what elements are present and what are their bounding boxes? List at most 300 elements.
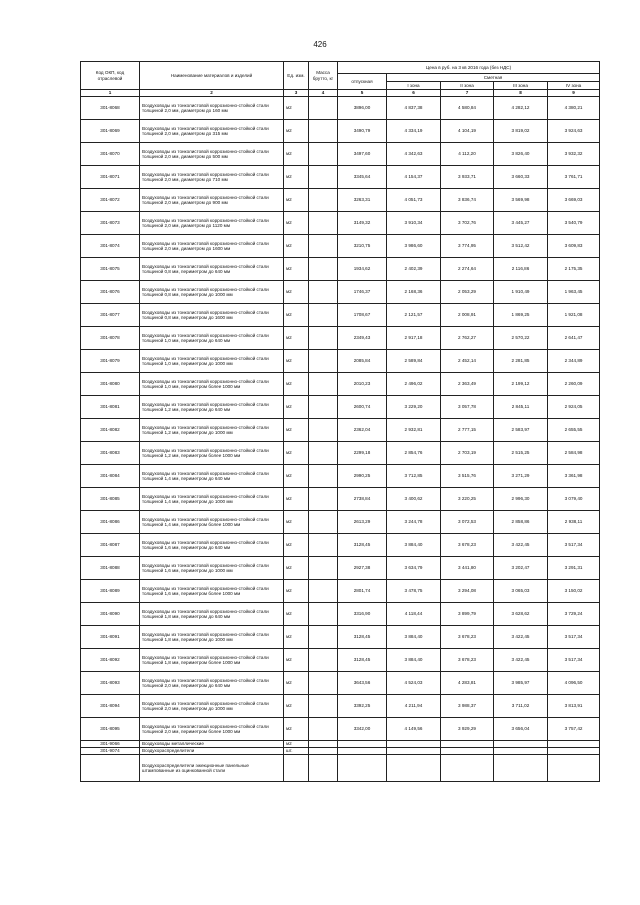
cell-code: 301-8076: [81, 281, 140, 304]
cell-zone-3-price: 3 202,47: [494, 557, 548, 580]
cell-zone-3-price: 3 985,97: [494, 672, 548, 695]
table-row: [81, 97, 600, 120]
cell-zone-4-price: 2 260,09: [548, 373, 600, 396]
cell-zone-1-price: 3 986,60: [387, 235, 441, 258]
table-row: [81, 120, 600, 143]
cell-release-price: 3896,00: [338, 97, 387, 120]
cell-mass: [309, 327, 338, 350]
cell-zone-3-price: 3 660,33: [494, 166, 548, 189]
cell-zone-3-price: 2 199,12: [494, 373, 548, 396]
cell-release-price: 3149,32: [338, 212, 387, 235]
cell-name: Воздуховоды из тонколистовой коррозионно-стойкой стали толщиной 2,0 мм, диаметром до 1600 мм: [140, 235, 284, 258]
cell-zone-4-price: 3 540,79: [548, 212, 600, 235]
cell-zone-4-price: 3 932,32: [548, 143, 600, 166]
cell-mass: [309, 97, 338, 120]
cell-zone-4-price: 1 963,45: [548, 281, 600, 304]
cell-mass: [309, 120, 338, 143]
cell-name: Воздухораспределители: [140, 748, 284, 755]
cell-mass: [309, 748, 338, 755]
cell-zone-4-price: [548, 748, 600, 755]
table-row: [81, 350, 600, 373]
cell-code: 301-8078: [81, 327, 140, 350]
cell-mass: [309, 212, 338, 235]
table-row: [81, 419, 600, 442]
cell-name: Воздуховоды из тонколистовой коррозионно-стойкой стали толщиной 2,0 мм, диаметром до 500 мм: [140, 143, 284, 166]
cell-zone-2-price: 4 580,84: [441, 97, 494, 120]
cell-name: Воздуховоды из тонколистовой коррозионно-стойкой стали толщиной 2,0 мм, диаметром до 900 мм: [140, 189, 284, 212]
cell-release-price: 2085,84: [338, 350, 387, 373]
cell-code: 301-8075: [81, 258, 140, 281]
cell-zone-4-price: 3 517,34: [548, 626, 600, 649]
cell-code: 301-8081: [81, 396, 140, 419]
cell-zone-4-price: 2 938,11: [548, 511, 600, 534]
cell-mass: [309, 258, 338, 281]
cell-zone-1-price: 4 334,19: [387, 120, 441, 143]
header-estimate: Сметная: [387, 74, 600, 82]
cell-code: 301-8084: [81, 465, 140, 488]
cell-mass: [309, 695, 338, 718]
cell-release-price: 3210,75: [338, 235, 387, 258]
cell-zone-1-price: 4 149,56: [387, 718, 441, 741]
cell-zone-2-price: 3 899,79: [441, 603, 494, 626]
table-row: [81, 488, 600, 511]
cell-mass: [309, 741, 338, 748]
header-release: отпускная: [338, 74, 387, 90]
cell-mass: [309, 143, 338, 166]
cell-unit: м2: [284, 488, 309, 511]
cell-name: Воздуховоды из тонколистовой коррозионно-стойкой стали толщиной 0,8 мм, периметром до 1600 мм: [140, 304, 284, 327]
cell-zone-4-price: 1 921,08: [548, 304, 600, 327]
cell-zone-2-price: 3 678,23: [441, 626, 494, 649]
cell-zone-2-price: 3 933,71: [441, 166, 494, 189]
cell-mass: [309, 166, 338, 189]
cell-zone-3-price: 3 656,04: [494, 718, 548, 741]
cell-mass: [309, 557, 338, 580]
cell-code: 301-8091: [81, 626, 140, 649]
cell-zone-3-price: 3 445,27: [494, 212, 548, 235]
table-row: [81, 281, 600, 304]
cell-zone-4-price: 3 924,63: [548, 120, 600, 143]
cell-mass: [309, 649, 338, 672]
header-unit: Ед. изм.: [284, 62, 309, 90]
cell-code: 301-8087: [81, 534, 140, 557]
cell-name: Воздуховоды из тонколистовой коррозионно-стойкой стали толщиной 2,0 мм, диаметром до 710 мм: [140, 166, 284, 189]
cell-zone-4-price: 3 813,91: [548, 695, 600, 718]
cell-name: Воздуховоды из тонколистовой коррозионно-стойкой стали толщиной 1,0 мм, периметром до 640 мм: [140, 327, 284, 350]
cell-zone-2-price: 3 678,23: [441, 649, 494, 672]
column-number: 5: [338, 90, 387, 97]
table-row: [81, 465, 600, 488]
column-number: 6: [387, 90, 441, 97]
cell-mass: [309, 672, 338, 695]
cell-zone-2-price: 2 053,29: [441, 281, 494, 304]
header-zone-1: I зона: [387, 82, 441, 90]
cell-name: Воздуховоды из тонколистовой коррозионно-стойкой стали толщиной 1,4 мм, периметром до 1000 мм: [140, 488, 284, 511]
cell-code: 301-9074: [81, 748, 140, 755]
table-row: [81, 166, 600, 189]
cell-code: 301-8089: [81, 580, 140, 603]
cell-mass: [309, 419, 338, 442]
cell-name: Воздуховоды из тонколистовой коррозионно-стойкой стали толщиной 1,4 мм, периметром более 1000 мм: [140, 511, 284, 534]
cell-zone-4-price: 3 079,40: [548, 488, 600, 511]
cell-zone-3-price: 2 858,86: [494, 511, 548, 534]
cell-zone-2-price: 3 929,29: [441, 718, 494, 741]
table-row: [81, 626, 600, 649]
cell-unit: м2: [284, 419, 309, 442]
cell-code: 301-8082: [81, 419, 140, 442]
cell-zone-3-price: 3 422,45: [494, 649, 548, 672]
column-number: 4: [309, 90, 338, 97]
cell-mass: [309, 465, 338, 488]
cell-unit: м2: [284, 373, 309, 396]
cell-zone-4-price: 3 517,34: [548, 534, 600, 557]
cell-zone-1-price: 3 478,75: [387, 580, 441, 603]
cell-release-price: 3497,60: [338, 143, 387, 166]
cell-zone-3-price: 2 515,25: [494, 442, 548, 465]
cell-mass: [309, 603, 338, 626]
cell-unit: [284, 755, 309, 782]
cell-release-price: 3392,25: [338, 695, 387, 718]
cell-zone-3-price: 2 116,86: [494, 258, 548, 281]
cell-code: 301-9066: [81, 741, 140, 748]
table-row: [81, 672, 600, 695]
cell-code: 301-8095: [81, 718, 140, 741]
cell-release-price: 3345,64: [338, 166, 387, 189]
cell-zone-2-price: 3 515,76: [441, 465, 494, 488]
cell-zone-2-price: 4 112,20: [441, 143, 494, 166]
cell-zone-3-price: 3 065,03: [494, 580, 548, 603]
cell-zone-1-price: 4 837,38: [387, 97, 441, 120]
cell-name: Воздуховоды из тонколистовой коррозионно-стойкой стали толщиной 1,4 мм, периметром до 640 мм: [140, 465, 284, 488]
cell-code: 301-8071: [81, 166, 140, 189]
cell-code: 301-8080: [81, 373, 140, 396]
header-name: Наименование материалов и изделий: [140, 62, 284, 90]
cell-unit: м2: [284, 718, 309, 741]
cell-zone-1-price: 4 211,94: [387, 695, 441, 718]
price-table: [80, 61, 600, 782]
cell-release-price: 3316,90: [338, 603, 387, 626]
cell-unit: м2: [284, 649, 309, 672]
cell-release-price: 2299,18: [338, 442, 387, 465]
cell-zone-2-price: 3 057,78: [441, 396, 494, 419]
cell-zone-2-price: 2 762,27: [441, 327, 494, 350]
table-body: [81, 97, 600, 782]
header-mass: Масса брутто, кг: [309, 62, 338, 90]
cell-name: Воздуховоды из тонколистовой коррозионно-стойкой стали толщиной 1,2 мм, периметром более 1000 мм: [140, 442, 284, 465]
cell-zone-3-price: 1 910,49: [494, 281, 548, 304]
cell-zone-3-price: [494, 748, 548, 755]
cell-release-price: 3128,45: [338, 534, 387, 557]
table-row: [81, 327, 600, 350]
cell-release-price: 3263,31: [338, 189, 387, 212]
cell-mass: [309, 281, 338, 304]
cell-zone-1-price: 4 524,03: [387, 672, 441, 695]
cell-release-price: 2362,04: [338, 419, 387, 442]
header-zone-4: IV зона: [548, 82, 600, 90]
cell-code: 301-8074: [81, 235, 140, 258]
page-number: 426: [313, 40, 327, 49]
cell-code: [81, 755, 140, 782]
cell-mass: [309, 488, 338, 511]
cell-zone-4-price: 2 584,98: [548, 442, 600, 465]
cell-release-price: 1708,67: [338, 304, 387, 327]
cell-release-price: 1934,62: [338, 258, 387, 281]
cell-zone-1-price: 4 154,37: [387, 166, 441, 189]
cell-zone-3-price: 2 281,85: [494, 350, 548, 373]
table-row: [81, 748, 600, 755]
cell-name: Воздуховоды из тонколистовой коррозионно-стойкой стали толщиной 2,0 мм, диаметром до 160 мм: [140, 97, 284, 120]
cell-zone-1-price: 3 244,78: [387, 511, 441, 534]
cell-zone-1-price: 3 712,85: [387, 465, 441, 488]
cell-zone-1-price: 3 634,79: [387, 557, 441, 580]
cell-unit: м2: [284, 143, 309, 166]
cell-release-price: 3128,45: [338, 649, 387, 672]
cell-release-price: 2927,38: [338, 557, 387, 580]
table-row: [81, 304, 600, 327]
cell-zone-4-price: 3 757,42: [548, 718, 600, 741]
column-number: 9: [548, 90, 600, 97]
cell-unit: м2: [284, 258, 309, 281]
table-row: [81, 603, 600, 626]
cell-zone-2-price: 2 452,14: [441, 350, 494, 373]
table-row: [81, 258, 600, 281]
table-row: [81, 718, 600, 741]
cell-release-price: 2010,23: [338, 373, 387, 396]
cell-name: Воздуховоды из тонколистовой коррозионно-стойкой стали толщиной 1,2 мм, периметром до 1000 мм: [140, 419, 284, 442]
cell-zone-1-price: 2 402,39: [387, 258, 441, 281]
header-zone-2: II зона: [441, 82, 494, 90]
cell-unit: м2: [284, 511, 309, 534]
cell-code: 301-8094: [81, 695, 140, 718]
cell-zone-2-price: 3 294,08: [441, 580, 494, 603]
cell-zone-1-price: 2 121,57: [387, 304, 441, 327]
cell-mass: [309, 755, 338, 782]
cell-release-price: 2613,29: [338, 511, 387, 534]
cell-zone-4-price: 3 150,02: [548, 580, 600, 603]
cell-mass: [309, 189, 338, 212]
cell-code: 301-8079: [81, 350, 140, 373]
cell-zone-1-price: [387, 755, 441, 782]
cell-zone-3-price: [494, 755, 548, 782]
cell-zone-3-price: 1 869,25: [494, 304, 548, 327]
cell-unit: м2: [284, 626, 309, 649]
cell-unit: м2: [284, 672, 309, 695]
cell-mass: [309, 511, 338, 534]
cell-zone-4-price: 2 175,35: [548, 258, 600, 281]
cell-zone-2-price: [441, 755, 494, 782]
cell-unit: м2: [284, 534, 309, 557]
cell-zone-1-price: 2 496,02: [387, 373, 441, 396]
cell-mass: [309, 304, 338, 327]
cell-release-price: 3128,45: [338, 626, 387, 649]
cell-zone-3-price: 3 422,45: [494, 626, 548, 649]
cell-unit: м2: [284, 327, 309, 350]
cell-unit: м2: [284, 97, 309, 120]
cell-release-price: 2801,74: [338, 580, 387, 603]
cell-name: Воздуховоды металлические: [140, 741, 284, 748]
cell-zone-1-price: 3 910,34: [387, 212, 441, 235]
table-row: [81, 143, 600, 166]
cell-zone-1-price: 4 118,44: [387, 603, 441, 626]
column-number: 1: [81, 90, 140, 97]
cell-zone-4-price: 2 641,47: [548, 327, 600, 350]
cell-zone-3-price: [494, 741, 548, 748]
cell-unit: м2: [284, 212, 309, 235]
cell-zone-3-price: 3 271,29: [494, 465, 548, 488]
header-zone-3: III зона: [494, 82, 548, 90]
cell-zone-4-price: 3 517,34: [548, 649, 600, 672]
cell-zone-3-price: 3 422,45: [494, 534, 548, 557]
cell-zone-4-price: 3 761,71: [548, 166, 600, 189]
column-number: 7: [441, 90, 494, 97]
cell-zone-3-price: 4 282,12: [494, 97, 548, 120]
cell-unit: м2: [284, 557, 309, 580]
cell-unit: м2: [284, 120, 309, 143]
cell-mass: [309, 442, 338, 465]
cell-zone-2-price: 3 702,76: [441, 212, 494, 235]
column-number: 2: [140, 90, 284, 97]
cell-zone-4-price: 3 291,31: [548, 557, 600, 580]
cell-zone-2-price: [441, 748, 494, 755]
table-row: [81, 580, 600, 603]
cell-zone-2-price: 2 703,19: [441, 442, 494, 465]
table-row: [81, 396, 600, 419]
cell-zone-3-price: 2 996,30: [494, 488, 548, 511]
table-row: [81, 741, 600, 748]
cell-code: 301-8092: [81, 649, 140, 672]
cell-unit: м2: [284, 166, 309, 189]
cell-zone-4-price: [548, 741, 600, 748]
cell-mass: [309, 373, 338, 396]
cell-zone-1-price: 2 168,36: [387, 281, 441, 304]
cell-zone-1-price: 2 917,18: [387, 327, 441, 350]
cell-code: 301-8077: [81, 304, 140, 327]
cell-zone-2-price: 3 678,23: [441, 534, 494, 557]
cell-unit: м2: [284, 465, 309, 488]
table-row: [81, 557, 600, 580]
cell-unit: м2: [284, 442, 309, 465]
cell-code: 301-8090: [81, 603, 140, 626]
cell-name: Воздуховоды из тонколистовой коррозионно-стойкой стали толщиной 0,8 мм, периметром до 1000 мм: [140, 281, 284, 304]
table-row: [81, 534, 600, 557]
cell-name: Воздуховоды из тонколистовой коррозионно-стойкой стали толщиной 1,2 мм, периметром до 640 мм: [140, 396, 284, 419]
cell-zone-3-price: 2 845,11: [494, 396, 548, 419]
cell-release-price: 2738,84: [338, 488, 387, 511]
column-numbers-row: [81, 90, 600, 97]
cell-code: 301-8086: [81, 511, 140, 534]
cell-zone-1-price: 2 932,81: [387, 419, 441, 442]
cell-zone-2-price: 3 072,53: [441, 511, 494, 534]
cell-code: 301-8093: [81, 672, 140, 695]
cell-zone-3-price: 3 819,02: [494, 120, 548, 143]
cell-mass: [309, 396, 338, 419]
cell-zone-4-price: 3 669,03: [548, 189, 600, 212]
cell-zone-1-price: 2 589,84: [387, 350, 441, 373]
table-row: [81, 235, 600, 258]
cell-zone-3-price: 3 569,98: [494, 189, 548, 212]
cell-zone-1-price: [387, 741, 441, 748]
cell-mass: [309, 350, 338, 373]
cell-code: 301-8069: [81, 120, 140, 143]
cell-zone-1-price: [387, 748, 441, 755]
column-number: 8: [494, 90, 548, 97]
cell-zone-2-price: 2 274,64: [441, 258, 494, 281]
cell-zone-3-price: 3 512,42: [494, 235, 548, 258]
cell-zone-2-price: 3 441,80: [441, 557, 494, 580]
cell-zone-2-price: 2 008,91: [441, 304, 494, 327]
cell-zone-4-price: [548, 755, 600, 782]
cell-zone-1-price: 2 854,76: [387, 442, 441, 465]
cell-zone-4-price: 3 609,83: [548, 235, 600, 258]
cell-release-price: 3342,00: [338, 718, 387, 741]
cell-release-price: 3490,79: [338, 120, 387, 143]
cell-name: Воздуховоды из тонколистовой коррозионно-стойкой стали толщиной 2,0 мм, диаметром до 1120 мм: [140, 212, 284, 235]
cell-zone-2-price: 3 774,95: [441, 235, 494, 258]
cell-unit: м2: [284, 603, 309, 626]
cell-zone-4-price: 2 924,05: [548, 396, 600, 419]
cell-release-price: 3643,56: [338, 672, 387, 695]
cell-code: 301-8073: [81, 212, 140, 235]
cell-zone-2-price: 3 220,25: [441, 488, 494, 511]
cell-name: Воздуховоды из тонколистовой коррозионно-стойкой стали толщиной 1,6 мм, периметром до 640 мм: [140, 534, 284, 557]
cell-release-price: [338, 741, 387, 748]
cell-unit: м2: [284, 396, 309, 419]
cell-release-price: 1746,37: [338, 281, 387, 304]
cell-name: Воздухораспределители эжекционные панельные штампованные из оцинкованной стали: [140, 755, 284, 782]
cell-zone-2-price: 4 104,19: [441, 120, 494, 143]
cell-release-price: [338, 748, 387, 755]
cell-zone-1-price: 4 342,63: [387, 143, 441, 166]
cell-unit: м2: [284, 695, 309, 718]
table-row: [81, 189, 600, 212]
cell-unit: м2: [284, 580, 309, 603]
table-row: [81, 373, 600, 396]
cell-unit: м2: [284, 350, 309, 373]
cell-zone-4-price: 2 655,55: [548, 419, 600, 442]
cell-zone-1-price: 3 884,40: [387, 534, 441, 557]
cell-zone-1-price: 3 400,62: [387, 488, 441, 511]
table-row: [81, 755, 600, 782]
cell-zone-4-price: 3 361,98: [548, 465, 600, 488]
cell-mass: [309, 534, 338, 557]
cell-zone-4-price: 4 096,50: [548, 672, 600, 695]
cell-unit: м2: [284, 235, 309, 258]
cell-unit: м2: [284, 304, 309, 327]
table-row: [81, 511, 600, 534]
cell-zone-2-price: 3 836,74: [441, 189, 494, 212]
cell-mass: [309, 626, 338, 649]
cell-zone-3-price: 3 628,62: [494, 603, 548, 626]
cell-zone-4-price: 2 344,89: [548, 350, 600, 373]
cell-zone-3-price: 3 826,40: [494, 143, 548, 166]
table-row: [81, 212, 600, 235]
cell-mass: [309, 235, 338, 258]
cell-code: 301-8083: [81, 442, 140, 465]
cell-mass: [309, 718, 338, 741]
cell-zone-1-price: 4 051,73: [387, 189, 441, 212]
cell-name: Воздуховоды из тонколистовой коррозионно-стойкой стали толщиной 0,8 мм, периметром до 640 мм: [140, 258, 284, 281]
cell-zone-2-price: 3 988,37: [441, 695, 494, 718]
cell-code: 301-8072: [81, 189, 140, 212]
cell-zone-2-price: [441, 741, 494, 748]
cell-name: Воздуховоды из тонколистовой коррозионно-стойкой стали толщиной 2,0 мм, диаметром до 315 мм: [140, 120, 284, 143]
cell-zone-1-price: 3 229,20: [387, 396, 441, 419]
header-code: Код ОКП, код отраслевой: [81, 62, 140, 90]
cell-unit: м2: [284, 741, 309, 748]
cell-zone-2-price: 2 363,49: [441, 373, 494, 396]
cell-zone-3-price: 2 570,22: [494, 327, 548, 350]
cell-code: 301-8068: [81, 97, 140, 120]
